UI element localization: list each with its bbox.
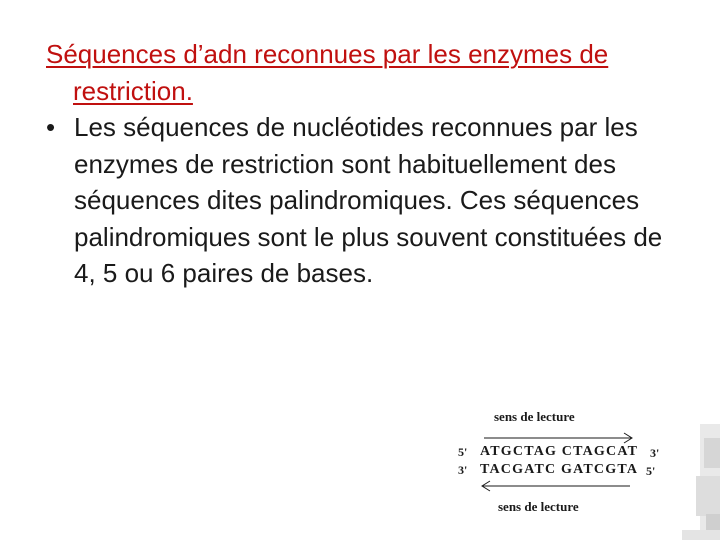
dna-palindrome-figure	[448, 398, 720, 540]
bullet-icon: •	[46, 112, 56, 142]
reading-direction-bottom: sens de lecture	[498, 499, 579, 514]
strand-bottom-5-end: 5'	[646, 464, 656, 478]
strand-bottom-3-end: 3'	[458, 463, 468, 477]
strand-top-3-end: 3'	[650, 446, 660, 460]
bullet-point	[46, 109, 686, 292]
strand-bottom-sequence: TACGATC GATCGTA	[480, 462, 639, 477]
decorative-edge-graphic	[682, 418, 720, 540]
slide-title: Séquences d’adn reconnues par les enzymes de restriction.	[46, 39, 609, 106]
strand-top-sequence: ATGCTAG CTAGCAT	[480, 444, 639, 459]
reading-direction-top: sens de lecture	[494, 409, 575, 424]
strand-top-5-end: 5'	[458, 445, 468, 459]
slide-content	[46, 36, 686, 292]
bullet-text: Les séquences de nucléotides reconnues par les enzymes de restriction sont habituellement des séquences dites palindromiques. Ces séquences palindromiques sont le plus souvent constituées de 4, 5 ou 6 paires de bases.	[74, 112, 663, 288]
